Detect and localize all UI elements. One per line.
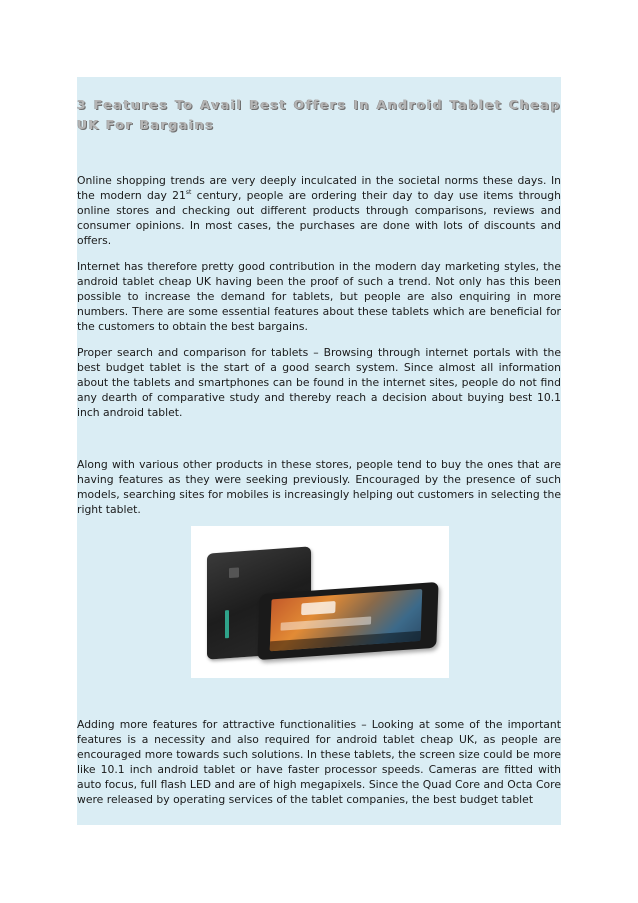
title-block [77,77,561,135]
paragraph-search-comparison: Proper search and comparison for tablets – Browsing through internet portals with the best budget tablet is the start of a good search system. Since almost all information about the tablets and smartphones can be found in the internet sites, people do not find any dearth of comparative study and thereby reach a decision about buying best 10.1 inch android tablet. [77,346,561,420]
app-dock-icon [270,631,421,651]
clock-widget-icon [301,601,336,615]
tablet-screen [270,589,423,651]
paragraph-features: Adding more features for attractive functionalities – Looking at some of the important features is a necessity and also required for android tablet cheap UK, as people are encouraged more towards such solutions. In these tablets, the screen size could be more like 10.1 inch android tablet or have faster processor speeds. Cameras are fitted with auto focus, full flash LED and are of high megapixels. Since the Quad Core and Octa Core were released by operating services of the tablet companies, the best budget tablet [77,718,561,807]
tablet-accent-stripe [225,610,229,638]
paragraph-internet: Internet has therefore pretty good contribution in the modern day marketing styles, the android tablet cheap UK having been the proof of such a trend. Not only has this been possible to increase the demand for tablets, but people are also enquiring in more numbers. There are some essential features about these tablets which are beneficial for the customers to obtain the best bargains. [77,260,561,334]
paragraph-intro-end: century, people are ordering their day to day use items through online stores and checking out different products through comparisons, reviews and consumer opinions. In most cases, the purchases are done with lots of discounts and offers. [77,189,561,248]
ordinal-suffix: st [185,189,192,197]
tablet-logo-icon [229,567,239,578]
document-page [77,77,561,825]
tablet-photo [191,526,449,678]
paragraph-stores: Along with various other products in these stores, people tend to buy the ones that are having features as they were seeking previously. Encouraged by the presence of such models, searching sites for mobiles is increasingly helping out customers in selecting the right tablet. [77,458,561,517]
paragraph-intro [77,173,561,248]
tablet-front-view [257,582,438,660]
article-title: 3 Features To Avail Best Offers In Android Tablet Cheap UK For Bargains [77,97,561,132]
paragraph-intro-start: Online shopping trends are very deeply inculcated in the societal norms these days. In the modern day 21 [77,174,561,203]
search-bar-widget-icon [280,616,371,630]
